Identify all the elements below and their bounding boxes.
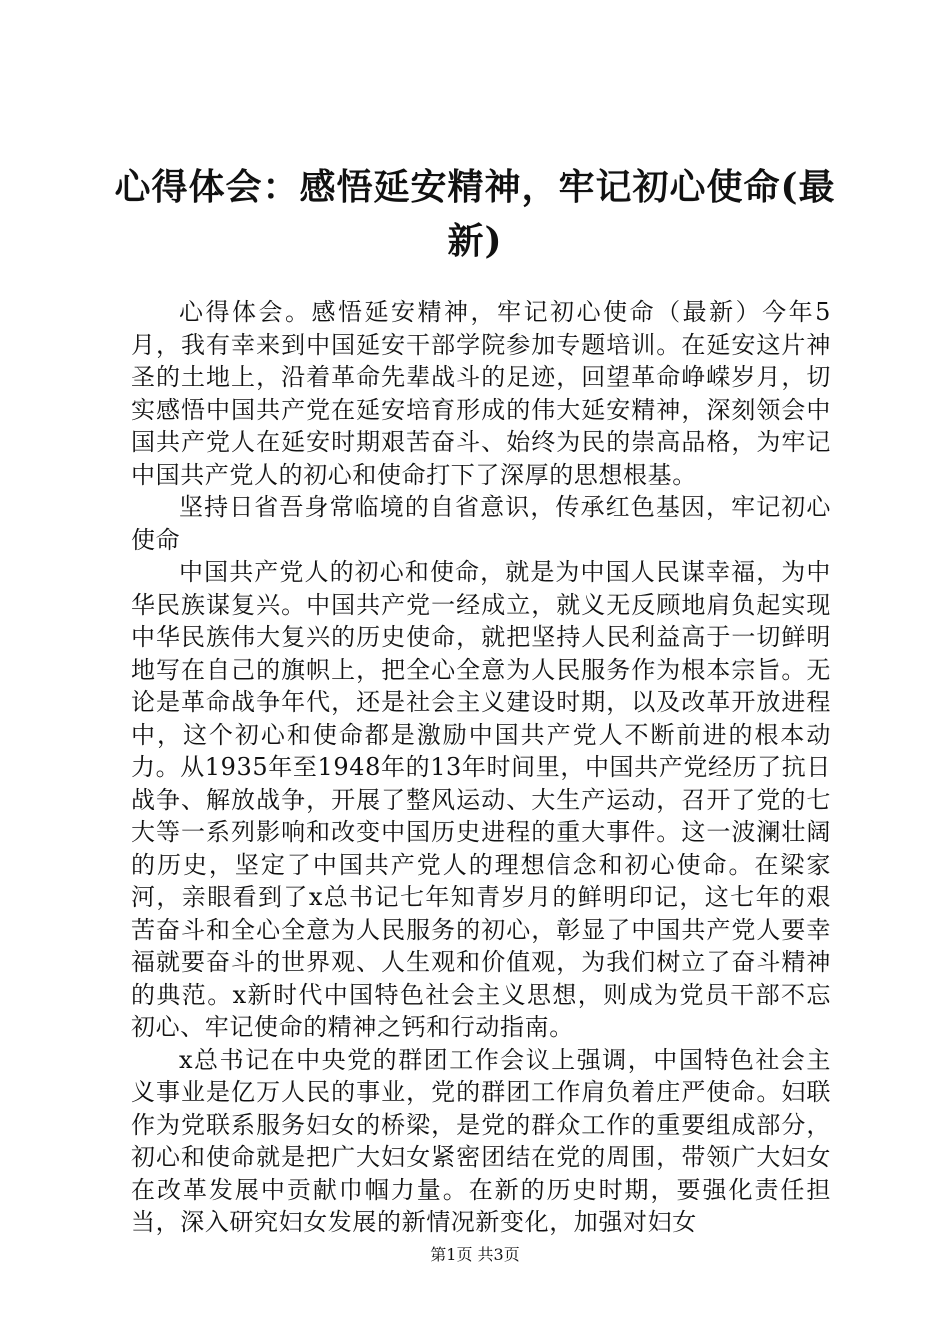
paragraph-heading: 坚持日省吾身常临境的自省意识，传承红色基因，牢记初心使命 xyxy=(131,493,831,554)
paragraph-intro: 心得体会。感悟延安精神，牢记初心使命（最新）今年5月，我有幸来到中国延安干部学院参加专题培训。在延安这片神圣的土地上，沿着革命先辈战斗的足迹，回望革命峥嵘岁月，切实感悟中国共产党在延安培育形成的伟大延安精神，深刻领会中国共产党人在延安时期艰苦奋斗、始终为民的崇高品格，为牢记中国共产党人的初心和使命打下了深厚的思想根基。 xyxy=(131,298,831,489)
document-body xyxy=(131,296,831,1239)
paragraph-mission: 中国共产党人的初心和使命，就是为中国人民谋幸福，为中华民族谋复兴。中国共产党一经成立，就义无反顾地肩负起实现中华民族伟大复兴的历史使命，就把坚持人民利益高于一切鲜明地写在自己的旗帜上，把全心全意为人民服务作为根本宗旨。无论是革命战争年代，还是社会主义建设时期，以及改革开放进程中，这个初心和使命都是激励中国共产党人不断前进的根本动力。从1935年至1948年的13年时间里，中国共产党经历了抗日战争、解放战争，开展了整风运动、大生产运动，召开了党的七大等一系列影响和改变中国历史进程的重大事件。这一波澜壮阔的历史，坚定了中国共产党人的理想信念和初心使命。在梁家河，亲眼看到了x总书记七年知青岁月的鲜明印记，这七年的艰苦奋斗和全心全意为人民服务的初心，彰显了中国共产党人要幸福就要奋斗的世界观、人生观和价值观，为我们树立了奋斗精神的典范。x新时代中国特色社会主义思想，则成为党员干部不忘初心、牢记使命的精神之钙和行动指南。 xyxy=(131,558,831,1041)
paragraph-womens-federation: x总书记在中央党的群团工作会议上强调，中国特色社会主义事业是亿万人民的事业，党的群团工作肩负着庄严使命。妇联作为党联系服务妇女的桥梁，是党的群众工作的重要组成部分，初心和使命就是把广大妇女紧密团结在党的周围，带领广大妇女在改革发展中贡献巾帼力量。在新的历史时期，要强化责任担当，深入研究妇女发展的新情况新变化，加强对妇女 xyxy=(131,1045,831,1236)
document-title: 心得体会：感悟延安精神，牢记初心使命(最新) xyxy=(114,166,836,262)
page-number-footer: 第1页 共3页 xyxy=(430,1245,520,1264)
